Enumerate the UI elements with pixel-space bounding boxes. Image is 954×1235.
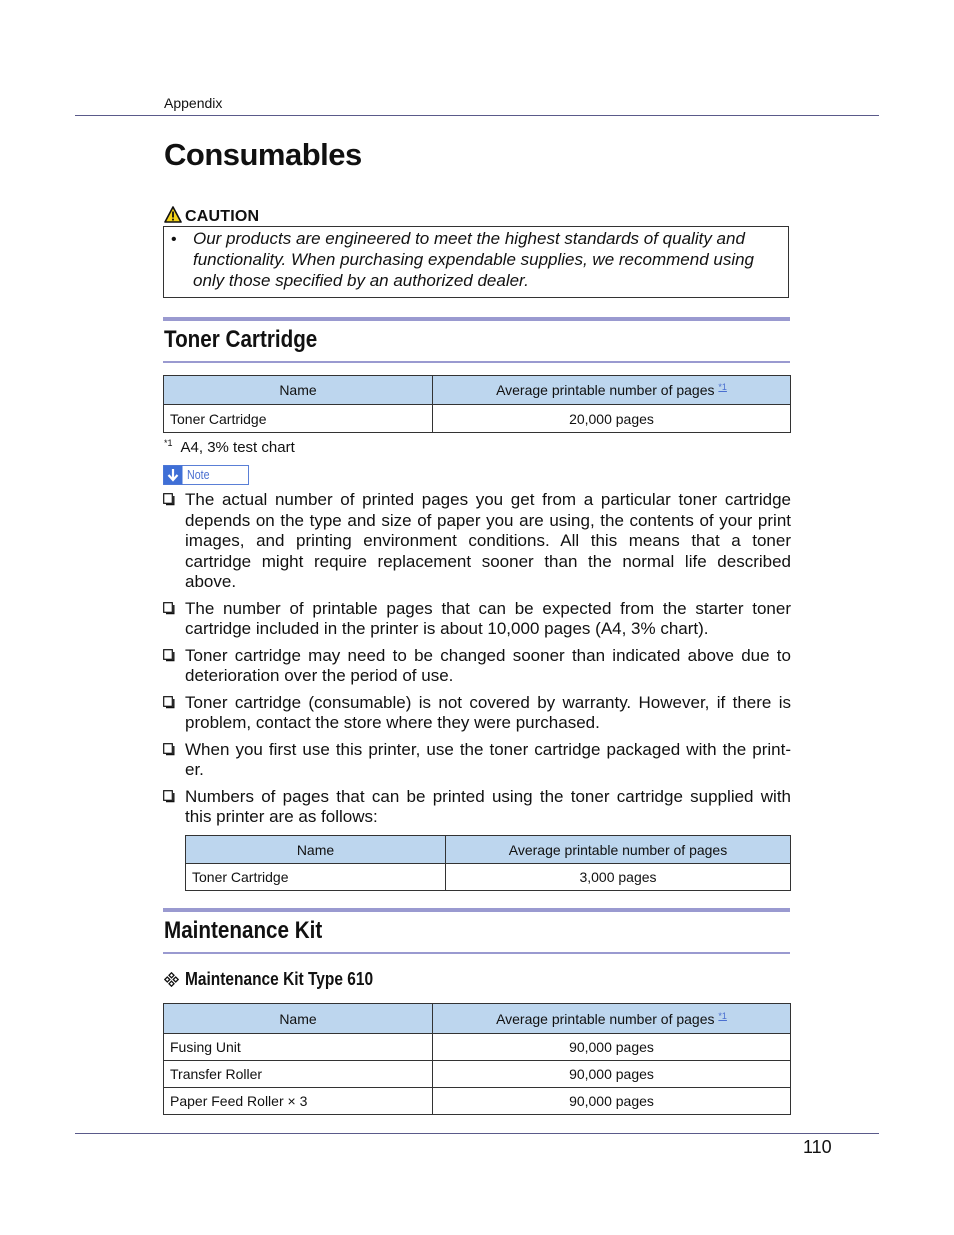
page-title: Consumables xyxy=(164,137,362,172)
section-rule-bottom xyxy=(163,952,790,954)
section-rule-top xyxy=(163,908,790,912)
footnote-link[interactable]: *1 xyxy=(718,382,727,392)
table-cell-name: Transfer Roller xyxy=(164,1061,433,1088)
caution-bullet: • xyxy=(171,231,177,248)
note-list xyxy=(163,490,791,834)
note-text: When you first use this printer, use the toner cartridge packaged with the print-er. xyxy=(185,739,791,779)
section-title-toner: Toner Cartridge xyxy=(164,326,318,353)
table-cell-pages: 90,000 pages xyxy=(433,1034,791,1061)
footnote xyxy=(164,438,295,456)
list-item xyxy=(163,646,791,687)
note-badge xyxy=(163,465,249,486)
table-row xyxy=(164,1061,791,1088)
maintenance-table xyxy=(163,1003,791,1115)
starter-toner-table xyxy=(185,835,791,891)
caution-text: Our products are engineered to meet the highest standards of quality and functionality. When purchasing expendable supplies, we recommend using only those specified by an authorized dealer. xyxy=(193,229,755,290)
footnote-text: A4, 3% test chart xyxy=(180,439,295,456)
footnote-mark: *1 xyxy=(164,438,173,448)
note-text: The actual number of printed pages you get from a particular toner cartridge depends on the type and size of paper you are using, the contents of your print images, and printing environment conditions. All this means that a toner cartridge might require replacement sooner than the normal life described above. xyxy=(185,490,791,591)
table-cell-pages: 20,000 pages xyxy=(433,405,791,433)
header-divider xyxy=(75,115,879,116)
table-header-name: Name xyxy=(186,836,446,864)
table-cell-name: Toner Cartridge xyxy=(164,405,433,433)
section-title-maintenance: Maintenance Kit xyxy=(164,917,323,944)
list-item xyxy=(163,787,791,828)
table-row xyxy=(186,864,791,891)
table-cell-name: Fusing Unit xyxy=(164,1034,433,1061)
checkbox-bullet-icon xyxy=(163,602,175,615)
table-header-pages: Average printable number of pages xyxy=(446,836,791,864)
subheading-text: Maintenance Kit Type 610 xyxy=(185,969,374,989)
list-item xyxy=(163,490,791,593)
checkbox-bullet-icon xyxy=(163,743,175,756)
footer-divider xyxy=(75,1133,879,1134)
section-rule-top xyxy=(163,317,790,321)
table-cell-pages: 90,000 pages xyxy=(433,1088,791,1115)
list-item xyxy=(163,693,791,734)
checkbox-bullet-icon xyxy=(163,790,175,803)
table-cell-pages: 3,000 pages xyxy=(446,864,791,891)
section-rule-bottom xyxy=(163,361,790,363)
table-header-pages: Average printable number of pages $^{*1}$ xyxy=(433,1004,791,1034)
table-row xyxy=(164,405,791,433)
table-cell-name: Toner Cartridge xyxy=(186,864,446,891)
list-item xyxy=(163,599,791,640)
caution-label: CAUTION xyxy=(185,208,260,225)
table-header-name: Name xyxy=(164,1004,433,1034)
note-label: Note xyxy=(187,467,210,482)
table-header-name: Name xyxy=(164,376,433,405)
caution-heading xyxy=(164,207,259,227)
page-number: 110 xyxy=(803,1137,832,1157)
table-cell-pages: 90,000 pages xyxy=(433,1061,791,1088)
table-header-row xyxy=(186,836,791,864)
table-row xyxy=(164,1034,791,1061)
note-text: Toner cartridge may need to be changed sooner than indicated above due to deterioration over the period of use. xyxy=(185,645,791,685)
caution-box xyxy=(163,226,789,298)
note-text: Toner cartridge (consumable) is not covered by warranty. However, if there is problem, contact the store where they were purchased. xyxy=(185,692,791,732)
list-item xyxy=(163,740,791,781)
table-header-pages: Average printable number of pages $^{*1}$ xyxy=(433,376,791,405)
footnote-link[interactable]: *1 xyxy=(718,1010,727,1021)
table-header-row xyxy=(164,376,791,405)
warning-triangle-icon xyxy=(164,206,182,228)
header-section-label: Appendix xyxy=(164,95,223,111)
subheading xyxy=(164,969,404,990)
table-row xyxy=(164,1088,791,1115)
checkbox-bullet-icon xyxy=(163,696,175,709)
toner-table xyxy=(163,375,791,433)
table-header-row xyxy=(164,1004,791,1034)
checkbox-bullet-icon xyxy=(163,493,175,506)
checkbox-bullet-icon xyxy=(163,649,175,662)
diamond-bullet-icon xyxy=(164,972,179,987)
note-text: The number of printable pages that can be expected from the starter toner cartridge included in the printer is about 10,000 pages (A4, 3% chart). xyxy=(185,598,791,638)
table-cell-name: Paper Feed Roller × 3 xyxy=(164,1088,433,1115)
note-text: Numbers of pages that can be printed using the toner cartridge supplied with this printer are as follows: xyxy=(185,786,791,826)
